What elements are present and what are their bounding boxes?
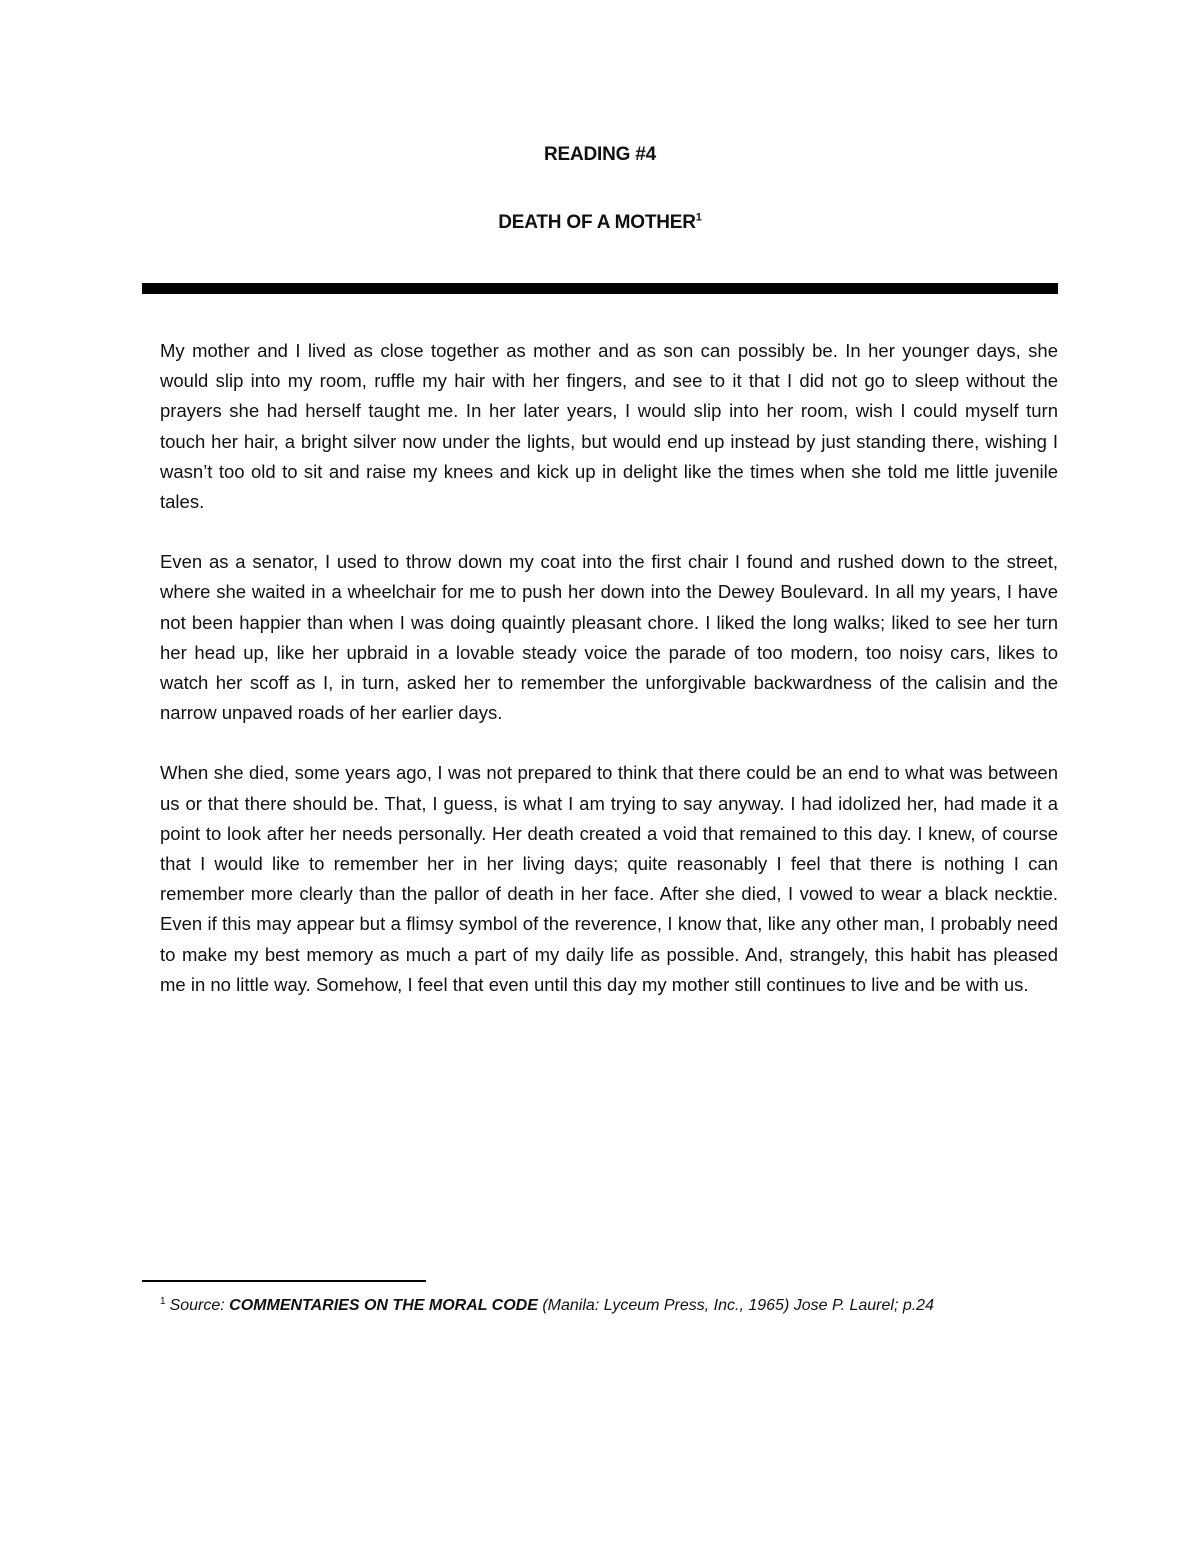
paragraph-2: Even as a senator, I used to throw down my coat into the first chair I found and rushed down to the street, where she waited in a wheelchair for me to push her down into the Dewey Boulevard. In all my years, I have not been happier than when I was doing quaintly pleasant chore. I liked the long walks; liked to see her turn her head up, like her upbraid in a lovable steady voice the parade of too modern, too noisy cars, likes to watch her scoff as I, in turn, asked her to remember the unforgivable backwardness of the calisin and the narrow unpaved roads of her earlier days. [160,551,1058,724]
footnote-separator [142,1280,426,1282]
paragraph-1: My mother and I lived as close together as mother and as son can possibly be. In her younger days, she would slip into my room, ruffle my hair with her fingers, and see to it that I did not go to sleep without the prayers she had herself taught me. In her later years, I would slip into her room, wish I could myself turn touch her hair, a bright silver now under the lights, but would end up instead by just standing there, wishing I wasn’t too old to sit and raise my knees and kick up in delight like the times when she told me little juvenile tales. [160,340,1058,513]
reading-label-text: READING #4 [543,144,657,165]
footnote [160,1294,1060,1318]
reading-label [0,144,1200,166]
paragraph-3: When she died, some years ago, I was not prepared to think that there could be an end to what was between us or that there should be. That, I guess, is what I am trying to say anyway. I had idolized her, had made it a point to look after her needs personally. Her death created a void that remained to this day. I knew, of course that I would like to remember her in her living days; quite reasonably I feel that there is nothing I can remember more clearly than the pallor of death in her face. After she died, I vowed to wear a black necktie. Even if this may appear but a flimsy symbol of the reverence, I know that, like any other man, I probably need to make my best memory as much a part of my daily life as possible. And, strangely, this habit has pleased me in no little way. Somehow, I feel that even until this day my mother still continues to live and be with us. [160,762,1058,995]
page-title [0,212,1200,234]
heading-divider [142,283,1058,294]
footnote-book-title: COMMENTARIES ON THE MORAL CODE [229,1297,538,1314]
footnote-citation: (Manila: Lyceum Press, Inc., 1965) Jose P. Laurel; p.24 [537,1297,934,1314]
body-text [160,336,1058,1030]
footnote-mark: 1 [160,1295,166,1307]
page-title-text: DEATH OF A MOTHER [498,212,696,233]
title-footnote-ref: 1 [695,211,702,224]
footnote-prefix: Source: [169,1297,230,1314]
